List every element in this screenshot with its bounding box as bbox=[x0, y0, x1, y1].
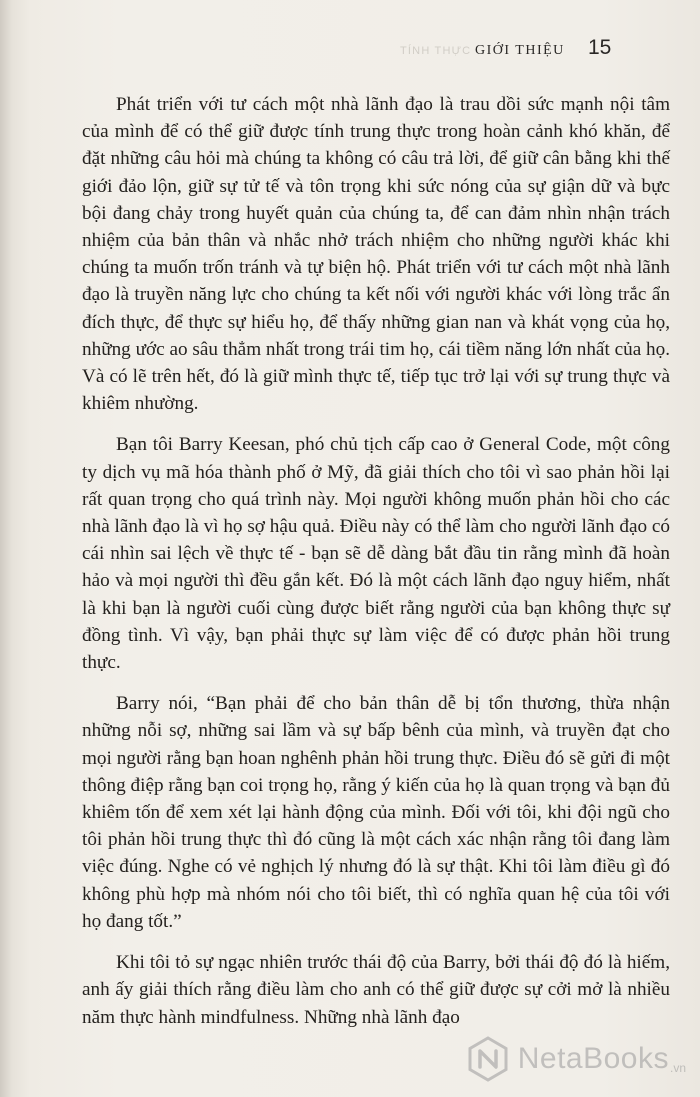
watermark-suffix: .vn bbox=[669, 1061, 686, 1075]
bleed-through-heading: TÍNH THỰC bbox=[400, 45, 472, 57]
netabooks-watermark bbox=[464, 1035, 686, 1083]
paragraph: Khi tôi tỏ sự ngạc nhiên trước thái độ của Barry, bởi thái độ đó là hiếm, anh ấy giải thích rằng điều làm cho anh có thể giữ được sự cởi mở là nhiều năm thực hành mindfulness. Những nhà lãnh đạo bbox=[82, 952, 670, 1028]
page-number: 15 bbox=[588, 36, 612, 59]
paragraph: Barry nói, “Bạn phải để cho bản thân dễ bị tổn thương, thừa nhận những nỗi sợ, những sai lầm và sự bấp bênh của mình, và truyền đạt cho mọi người rằng bạn hoan nghênh phản hồi trung thực. Điều đó sẽ gửi đi một thông điệp rằng bạn coi trọng họ, rằng ý kiến của họ là quan trọng và bạn đủ khiêm tốn để xem xét lại hành động của mình. Đối với tôi, khi đội ngũ cho tôi phản hồi trung thực thì đó cũng là một cách xác nhận rằng tôi đang làm việc đúng. Nghe có vẻ nghịch lý nhưng đó là sự thật. Khi tôi làm điều gì đó không phù hợp mà nhóm nói cho tôi biết, thì có nghĩa quan hệ của tôi với họ đang tốt.” bbox=[82, 693, 670, 932]
page-header bbox=[0, 36, 700, 66]
body-text bbox=[82, 91, 670, 1031]
watermark-brand: NetaBooks bbox=[517, 1042, 669, 1075]
running-head: GIỚI THIỆU bbox=[475, 43, 565, 58]
paragraph: Phát triển với tư cách một nhà lãnh đạo là trau dồi sức mạnh nội tâm của mình để có thể giữ được tính trung thực trong hoàn cảnh khó khăn, để đặt những câu hỏi mà chúng ta không có câu trả lời, để giữ cân bằng khi thế giới đảo lộn, giữ sự tử tế và tôn trọng khi sức nóng của sự giận dữ và bực bội đang chảy trong huyết quản của chúng ta, để can đảm nhìn nhận trách nhiệm của bản thân và nhắc nhở trách nhiệm cho những người khác khi chúng ta muốn trốn tránh và tự biện hộ. Phát triển với tư cách một nhà lãnh đạo là truyền năng lực cho chúng ta kết nối với người khác với lòng trắc ẩn đích thực, để thực sự hiểu họ, để thấy những gian nan và khát vọng của họ, những ước ao sâu thẳm nhất trong trái tim họ, cái tiềm năng lớn nhất của họ. Và có lẽ trên hết, đó là giữ mình thực tế, tiếp tục trở lại với sự trung thực và khiêm nhường. bbox=[82, 94, 670, 415]
netabooks-logo-icon bbox=[464, 1035, 512, 1083]
paragraph: Bạn tôi Barry Keesan, phó chủ tịch cấp cao ở General Code, một công ty dịch vụ mã hóa thành phố ở Mỹ, đã giải thích cho tôi vì sao phản hồi lại rất quan trọng cho quá trình này. Mọi người không muốn phản hồi cho các nhà lãnh đạo là vì họ sợ hậu quả. Điều này có thể làm cho người lãnh đạo có cái nhìn sai lệch về thực tế - bạn sẽ dễ dàng bắt đầu tin rằng mình đã hoàn hảo và mọi người thì đều gắn kết. Đó là một cách lãnh đạo nguy hiểm, nhất là khi bạn là người cuối cùng được biết rằng người của bạn không thực sự đồng tình. Vì vậy, bạn phải thực sự làm việc để có được phản hồi trung thực. bbox=[82, 434, 670, 674]
